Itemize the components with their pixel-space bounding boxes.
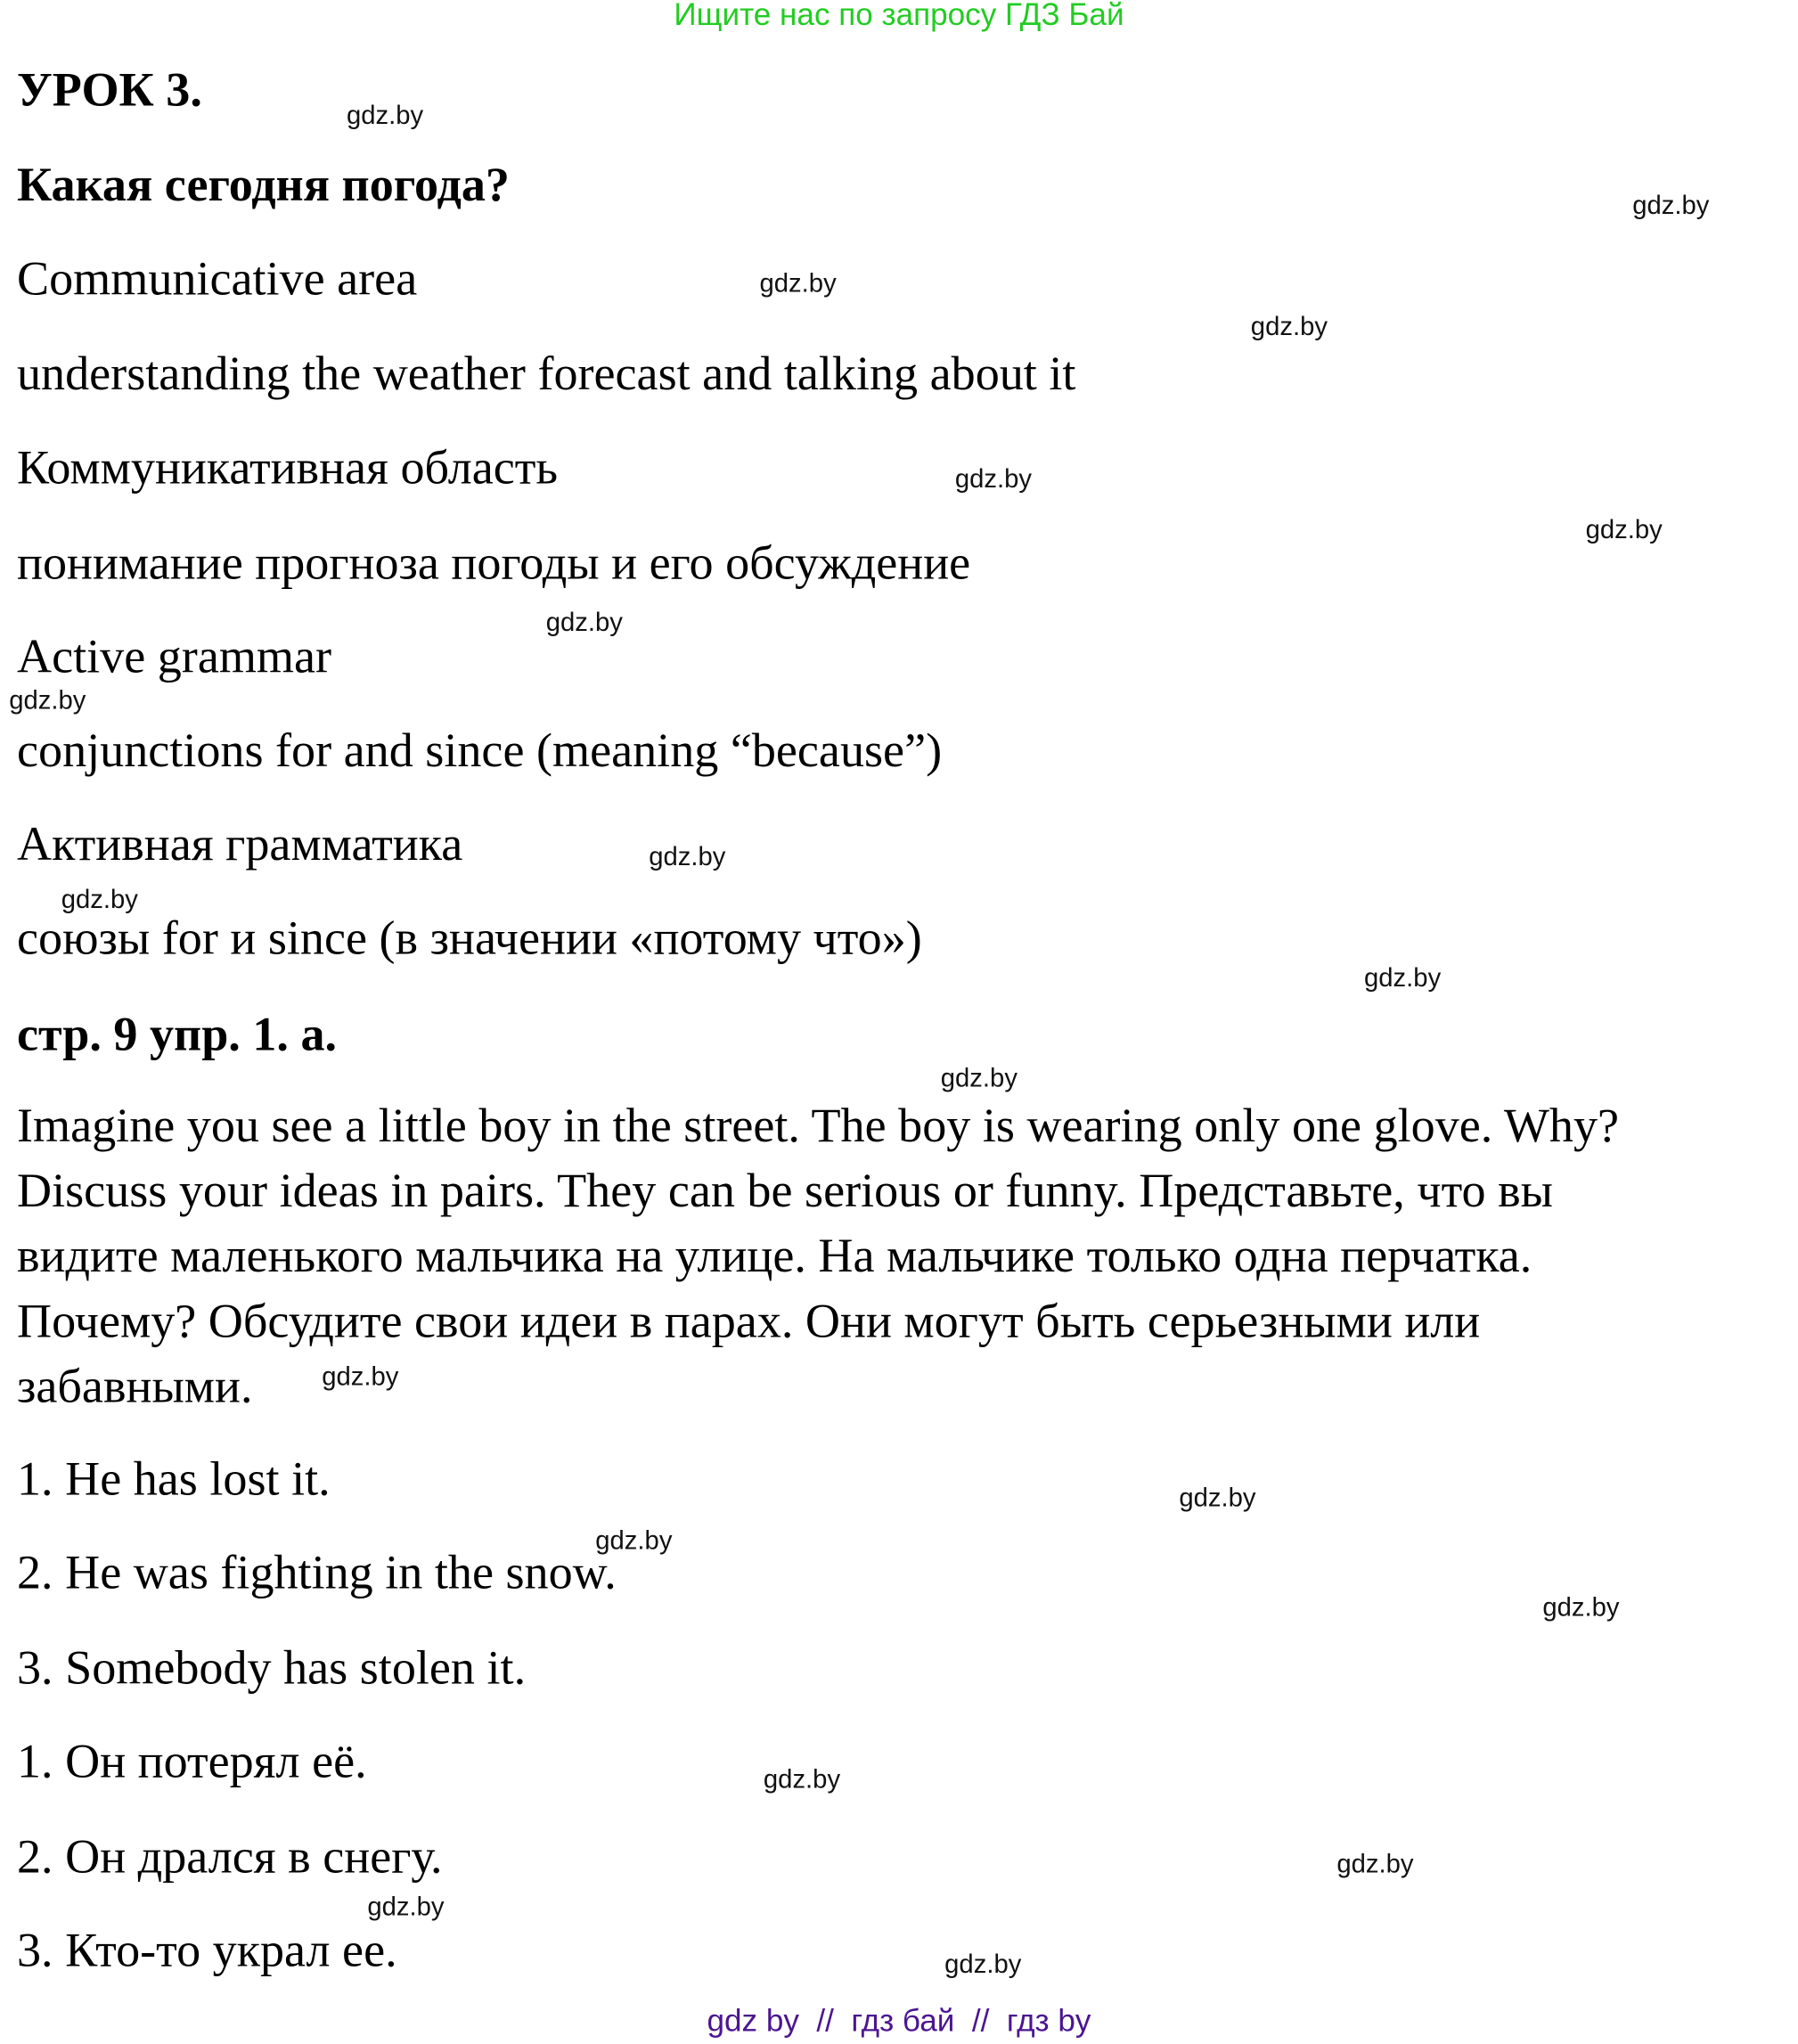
watermark: gdz.by (1364, 964, 1442, 993)
section-text: понимание прогноза погоды и его обсуждение (17, 536, 971, 591)
watermark: gdz.by (545, 608, 623, 638)
exercise-text-line: видите маленького мальчика на улице. На мальчике только одна перчатка. (17, 1230, 1532, 1284)
exercise-text-line: Почему? Обсудите свои идеи в парах. Они могут быть серьезными или (17, 1295, 1481, 1349)
watermark: gdz.by (1250, 312, 1328, 342)
answer-item: 3. Кто-то украл ее. (17, 1924, 397, 1978)
watermark: gdz.by (944, 1950, 1022, 1980)
watermark: gdz.by (595, 1526, 673, 1556)
watermark: gdz.by (346, 102, 424, 131)
section-heading: Активная грамматика (17, 818, 463, 872)
section-text: understanding the weather forecast and talking about it (17, 347, 1076, 402)
watermark: gdz.by (61, 886, 138, 915)
exercise-text-line: Imagine you see a little boy in the street. The boy is wearing only one glove. Why? (17, 1100, 1620, 1154)
footer-links[interactable]: gdz by // гдз бай // гдз by (707, 2004, 1091, 2040)
lesson-title: УРОК 3. (17, 63, 202, 118)
watermark: gdz.by (1632, 191, 1710, 221)
watermark: gdz.by (954, 465, 1033, 495)
answer-item: 2. Он дрался в снегу. (17, 1830, 443, 1885)
watermark: gdz.by (759, 269, 837, 298)
answer-item: 1. Он потерял её. (17, 1735, 367, 1789)
watermark: gdz.by (9, 686, 86, 715)
answer-item: 3. Somebody has stolen it. (17, 1641, 527, 1696)
exercise-text-line: забавными. (17, 1360, 253, 1414)
section-heading: Коммуникативная область (17, 441, 559, 495)
answer-item: 2. He was fighting in the snow. (17, 1546, 617, 1600)
watermark: gdz.by (940, 1064, 1018, 1093)
watermark: gdz.by (763, 1765, 841, 1795)
search-banner: Ищите нас по запросу ГДЗ Бай (674, 0, 1124, 33)
section-text: conjunctions for and since (meaning “because”) (17, 724, 943, 778)
watermark: gdz.by (649, 843, 726, 872)
watermark: gdz.by (322, 1362, 399, 1392)
section-heading: Active grammar (17, 630, 332, 684)
section-heading: Communicative area (17, 252, 418, 307)
watermark: gdz.by (367, 1893, 445, 1922)
watermark: gdz.by (1336, 1850, 1414, 1879)
section-text: союзы for и since (в значении «потому что») (17, 912, 922, 966)
answer-item: 1. He has lost it. (17, 1452, 331, 1507)
watermark: gdz.by (1179, 1484, 1256, 1513)
watermark: gdz.by (1585, 516, 1663, 545)
lesson-subtitle: Какая сегодня погода? (17, 159, 510, 213)
watermark: gdz.by (1542, 1593, 1620, 1623)
exercise-title: стр. 9 упр. 1. а. (17, 1008, 338, 1062)
exercise-text-line: Discuss your ideas in pairs. They can be serious or funny. Представьте, что вы (17, 1165, 1553, 1219)
